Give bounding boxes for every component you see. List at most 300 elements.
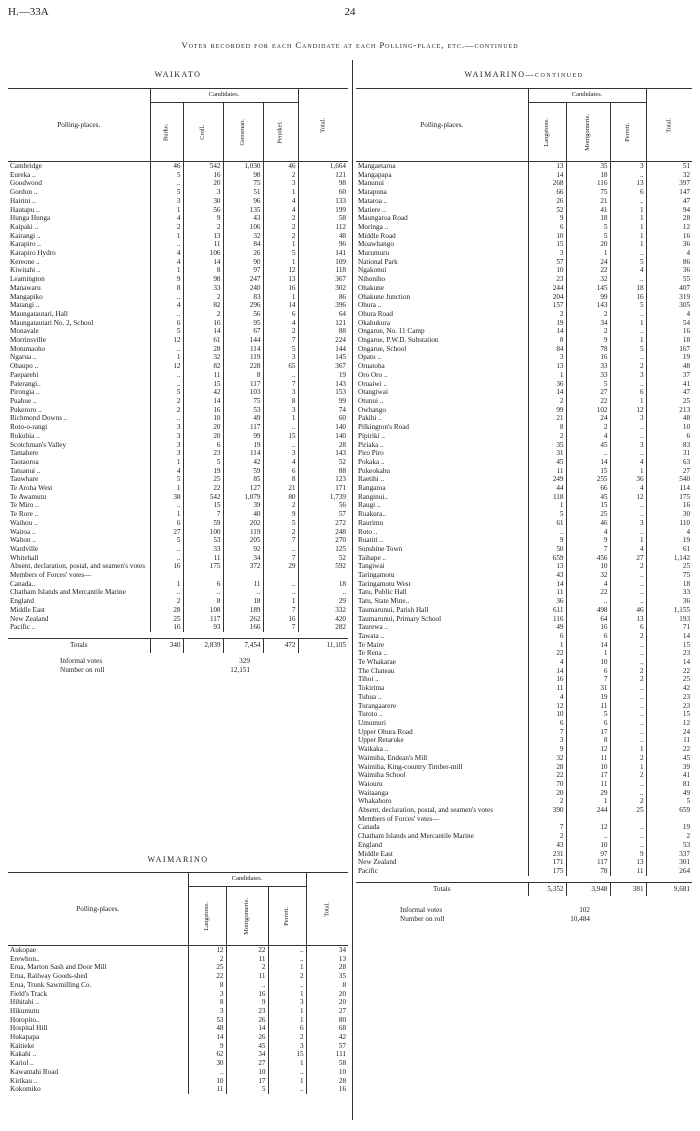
total-count: 472 <box>263 638 298 652</box>
vote-count: 28 <box>183 345 223 354</box>
vote-count: 63 <box>646 458 692 467</box>
table-row <box>8 963 348 972</box>
vote-count: 270 <box>298 536 348 545</box>
vote-count: 13 <box>528 162 566 171</box>
vote-count: 4 <box>646 528 692 537</box>
vote-count: 42 <box>646 684 692 693</box>
vote-count: 10 <box>183 414 223 423</box>
vote-count: 145 <box>566 284 610 293</box>
vote-count: 3 <box>183 188 223 197</box>
vote-count: 46 <box>150 162 183 171</box>
vote-count: 24 <box>566 414 610 423</box>
table-row <box>8 353 348 362</box>
table-row <box>356 484 692 493</box>
vote-count: 117 <box>223 423 263 432</box>
table-row <box>8 946 348 955</box>
vote-count: 11 <box>183 240 223 249</box>
polling-place-name: Te Rore .. <box>10 510 39 519</box>
vote-count: 56 <box>298 501 348 510</box>
polling-place-name: Pilkington's Road <box>358 423 410 432</box>
vote-count: 10 <box>566 841 610 850</box>
vote-count: 9 <box>528 536 566 545</box>
vote-count: 82 <box>183 301 223 310</box>
vote-count: 32 <box>566 275 610 284</box>
vote-count: 2 <box>188 955 226 964</box>
table-row <box>8 519 348 528</box>
polling-place-name: Turangaarere <box>358 701 397 710</box>
vote-count: 249 <box>528 475 566 484</box>
vote-count: .. <box>528 528 566 537</box>
vote-count: 16 <box>183 319 223 328</box>
table-row <box>8 188 348 197</box>
vote-count: 143 <box>566 301 610 310</box>
vote-count: .. <box>268 1068 306 1077</box>
page-header <box>8 6 692 22</box>
vote-count: 262 <box>223 615 263 624</box>
vote-count: 10 <box>528 232 566 241</box>
vote-count: 5 <box>566 380 610 389</box>
polling-place-name: Manunui <box>358 179 384 188</box>
vote-count: 118 <box>298 266 348 275</box>
polling-place-name: Erua, Marton Sash and Door Mill <box>10 963 107 972</box>
polling-place-name: Opatu .. <box>358 353 381 362</box>
vote-count: 10 <box>566 562 610 571</box>
vote-count: 5 <box>150 536 183 545</box>
column-divider <box>352 60 353 1120</box>
vote-count: 6 <box>183 441 223 450</box>
vote-count: 21 <box>263 484 298 493</box>
vote-count: 29 <box>263 562 298 571</box>
vote-count: 12 <box>150 362 183 371</box>
vote-count: 39 <box>223 501 263 510</box>
vote-count: 1 <box>150 484 183 493</box>
vote-count: 11 <box>223 580 263 589</box>
vote-count: 36 <box>646 597 692 606</box>
vote-count: 4 <box>646 310 692 319</box>
vote-count: 2 <box>263 214 298 223</box>
table-row <box>8 249 348 258</box>
polling-place-name: Matapuna <box>358 188 387 197</box>
vote-count: 6 <box>610 188 646 197</box>
table-row <box>356 397 692 406</box>
vote-count: 68 <box>306 1024 348 1033</box>
vote-count: 16 <box>263 284 298 293</box>
table-row <box>356 432 692 441</box>
vote-count: 13 <box>528 562 566 571</box>
polling-place-name: Kaipaki .. <box>10 222 39 231</box>
vote-count: 75 <box>566 188 610 197</box>
vote-count: 125 <box>298 545 348 554</box>
table-row <box>356 240 692 249</box>
vote-count: 1 <box>610 536 646 545</box>
vote-count: 305 <box>646 301 692 310</box>
vote-count: 367 <box>298 275 348 284</box>
table-row <box>8 310 348 319</box>
vote-count: 31 <box>646 449 692 458</box>
vote-count: 11 <box>566 780 610 789</box>
vote-count: 240 <box>223 284 263 293</box>
vote-count: 35 <box>566 162 610 171</box>
vote-count: 1 <box>566 649 610 658</box>
vote-count <box>298 571 348 580</box>
polling-place-name: Maungatautari, Hall <box>10 309 68 318</box>
vote-count: 4 <box>610 266 646 275</box>
vote-count: 52 <box>528 206 566 215</box>
vote-count: .. <box>150 545 183 554</box>
vote-count: 15 <box>566 467 610 476</box>
polling-place-name: Taotaoroa <box>10 457 39 466</box>
vote-count: 31 <box>566 684 610 693</box>
polling-place-name: Taumarunui, Parish Hall <box>358 605 429 614</box>
polling-place-name: Monavale <box>10 327 39 336</box>
vote-count: 21 <box>566 197 610 206</box>
vote-count: 2 <box>566 310 610 319</box>
polling-place-name: Waitoa .. <box>10 527 36 536</box>
polling-place-name: New Zealand <box>358 858 397 867</box>
vote-count <box>263 571 298 580</box>
polling-place-name: Raugi .. <box>358 501 381 510</box>
polling-place-name: Eureka .. <box>10 170 36 179</box>
vote-count: .. <box>566 597 610 606</box>
vote-count: 18 <box>298 580 348 589</box>
table-row <box>356 771 692 780</box>
vote-count: 175 <box>183 562 223 571</box>
vote-count: 542 <box>183 162 223 171</box>
vote-count: .. <box>268 955 306 964</box>
polling-place-name: Ngakonui <box>358 266 387 275</box>
vote-count: 224 <box>298 336 348 345</box>
table-row <box>356 632 692 641</box>
table-row <box>356 841 692 850</box>
vote-count: 8 <box>566 736 610 745</box>
column-header: Burke. <box>150 103 183 162</box>
vote-count: 13 <box>263 275 298 284</box>
polling-place-name: Motumaoho <box>10 344 46 353</box>
vote-count: 20 <box>183 179 223 188</box>
vote-count: 28 <box>306 963 348 972</box>
waikato-table <box>8 88 348 653</box>
vote-count: 22 <box>188 972 226 981</box>
vote-count: 18 <box>566 214 610 223</box>
vote-count: 1,142 <box>646 554 692 563</box>
polling-place-name: Tatuanui .. <box>10 466 41 475</box>
vote-count: 7 <box>566 675 610 684</box>
vote-count: 144 <box>298 345 348 354</box>
vote-count: 83 <box>646 441 692 450</box>
waikato-footer <box>60 657 250 675</box>
vote-count: 27 <box>566 388 610 397</box>
vote-count: 24 <box>566 258 610 267</box>
vote-count: 144 <box>223 336 263 345</box>
totals-label: Totals <box>8 638 150 652</box>
table-row <box>8 414 348 423</box>
vote-count: 112 <box>298 223 348 232</box>
table-row <box>356 745 692 754</box>
vote-count: 14 <box>528 667 566 676</box>
informal-votes-label: Informal votes <box>400 906 443 914</box>
vote-count: 2 <box>268 1033 306 1042</box>
table-row <box>356 554 692 563</box>
vote-count: 6 <box>528 632 566 641</box>
vote-count: 25 <box>566 510 610 519</box>
vote-count: 202 <box>223 519 263 528</box>
polling-place-name: Kariol .. <box>10 1059 34 1068</box>
vote-count: 372 <box>223 562 263 571</box>
vote-count: 3 <box>150 441 183 450</box>
table-row <box>356 179 692 188</box>
vote-count: 2 <box>610 667 646 676</box>
vote-count: 22 <box>528 649 566 658</box>
vote-count <box>223 571 263 580</box>
vote-count: 8 <box>263 475 298 484</box>
vote-count: 1 <box>150 458 183 467</box>
vote-count: 90 <box>223 258 263 267</box>
vote-count: 33 <box>566 362 610 371</box>
vote-count: 13 <box>306 955 348 964</box>
polling-place-name: Otangiwai <box>358 388 388 397</box>
vote-count: 4 <box>610 458 646 467</box>
vote-count: 199 <box>298 206 348 215</box>
vote-count: 1,079 <box>223 493 263 502</box>
vote-count: 99 <box>566 293 610 302</box>
vote-count: 26 <box>226 1016 268 1025</box>
vote-count: .. <box>566 832 610 841</box>
polling-place-name: Cambridge <box>10 162 42 170</box>
vote-count: 109 <box>298 258 348 267</box>
table-row <box>356 536 692 545</box>
vote-count: 1 <box>268 1059 306 1068</box>
vote-count: 319 <box>646 293 692 302</box>
vote-count: 2 <box>150 223 183 232</box>
polling-place-name: Taumarunui, Primary School <box>358 614 442 623</box>
table-row <box>356 345 692 354</box>
table-row <box>356 336 692 345</box>
vote-count: 27 <box>306 1007 348 1016</box>
vote-count: 5 <box>263 519 298 528</box>
vote-count: 16 <box>150 623 183 632</box>
vote-count: 14 <box>528 327 566 336</box>
column-header: Perrett. <box>268 887 306 946</box>
vote-count: .. <box>610 249 646 258</box>
polling-place-name: Ngarua .. <box>10 353 37 362</box>
polling-place-name: Hihitahi .. <box>10 998 39 1007</box>
polling-place-name: New Zealand <box>10 614 49 623</box>
vote-count: 4 <box>263 319 298 328</box>
vote-count: 8 <box>183 266 223 275</box>
vote-count: 5 <box>226 1085 268 1094</box>
table-row <box>8 571 348 580</box>
table-row <box>8 1033 348 1042</box>
vote-count: 75 <box>223 179 263 188</box>
polling-place-name: Manawaru <box>10 283 41 292</box>
table-row <box>8 197 348 206</box>
table-row <box>8 510 348 519</box>
table-row <box>8 981 348 990</box>
vote-count: .. <box>263 441 298 450</box>
table-row <box>8 179 348 188</box>
table-row <box>356 510 692 519</box>
table-row <box>356 284 692 293</box>
polling-place-name: Canada.. <box>10 579 36 588</box>
polling-place-name: Chatham Islands and Mercantile Marine <box>10 588 126 597</box>
vote-count: 45 <box>646 754 692 763</box>
table-row <box>8 432 348 441</box>
table-row <box>8 301 348 310</box>
vote-count: 57 <box>306 1042 348 1051</box>
vote-count: 2 <box>150 406 183 415</box>
table-row <box>8 990 348 999</box>
vote-count: 14 <box>183 258 223 267</box>
vote-count: 2 <box>528 832 566 841</box>
vote-count: .. <box>188 1068 226 1077</box>
vote-count: .. <box>610 327 646 336</box>
vote-count: 16 <box>150 562 183 571</box>
vote-count: 244 <box>566 806 610 815</box>
table-row <box>356 449 692 458</box>
vote-count: 22 <box>183 484 223 493</box>
vote-count: 8 <box>183 597 223 606</box>
polling-place-name: Okahukura <box>358 318 390 327</box>
vote-count: 145 <box>298 353 348 362</box>
vote-count: 98 <box>223 171 263 180</box>
table-row <box>8 258 348 267</box>
table-row <box>8 1050 348 1059</box>
vote-count: 3 <box>150 449 183 458</box>
vote-count: 67 <box>223 327 263 336</box>
vote-count: 4 <box>150 301 183 310</box>
vote-count: 12 <box>263 266 298 275</box>
polling-place-name: Tihoi .. <box>358 675 379 684</box>
vote-count: 35 <box>528 441 566 450</box>
polling-place-name: Pirongia .. <box>10 388 40 397</box>
vote-count: 19 <box>566 693 610 702</box>
vote-count: 4 <box>646 249 692 258</box>
polling-place-name: Waimiha, Endean's Mill <box>358 753 428 762</box>
vote-count: 96 <box>223 197 263 206</box>
vote-count: .. <box>150 371 183 380</box>
vote-count: 8 <box>528 423 566 432</box>
vote-count: 1 <box>566 249 610 258</box>
vote-count: 24 <box>646 728 692 737</box>
table-row <box>356 850 692 859</box>
vote-count: 12 <box>646 719 692 728</box>
vote-count: 80 <box>263 493 298 502</box>
vote-count: 140 <box>298 432 348 441</box>
vote-count: 15 <box>183 380 223 389</box>
vote-count: 28 <box>150 606 183 615</box>
vote-count: 36 <box>610 475 646 484</box>
polling-place-name: Moawhango <box>358 240 394 249</box>
table-row <box>356 797 692 806</box>
vote-count: 2 <box>226 963 268 972</box>
table-row <box>8 388 348 397</box>
vote-count: 53 <box>646 841 692 850</box>
vote-count: 4 <box>610 484 646 493</box>
vote-count: 16 <box>226 990 268 999</box>
table-row <box>356 275 692 284</box>
vote-count: 143 <box>298 380 348 389</box>
polling-place-name: Karapiro .. <box>10 240 41 249</box>
vote-count: 39 <box>646 763 692 772</box>
vote-count: 3 <box>263 388 298 397</box>
column-header: Montgomerie. <box>566 103 610 162</box>
vote-count: .. <box>150 240 183 249</box>
vote-count: 1 <box>610 232 646 241</box>
vote-count: 2 <box>183 293 223 302</box>
vote-count: 332 <box>298 606 348 615</box>
vote-count: 116 <box>528 615 566 624</box>
vote-count: 25 <box>646 397 692 406</box>
waimarino-continued-table <box>356 88 692 896</box>
polling-places-header: Polling-places. <box>356 89 528 162</box>
table-row <box>8 284 348 293</box>
vote-count: 11 <box>226 955 268 964</box>
vote-count: 9 <box>566 336 610 345</box>
vote-count: .. <box>610 658 646 667</box>
vote-count: 9 <box>150 275 183 284</box>
vote-count: 3 <box>528 249 566 258</box>
vote-count: 46 <box>566 519 610 528</box>
table-row <box>356 588 692 597</box>
table-row <box>356 414 692 423</box>
vote-count: 61 <box>528 519 566 528</box>
vote-count: 53 <box>183 536 223 545</box>
table-row <box>8 1077 348 1086</box>
vote-count: 2 <box>528 310 566 319</box>
polling-place-name: Puahue .. <box>10 396 37 405</box>
polling-place-name: Kirikau .. <box>10 1076 38 1085</box>
vote-count: 7 <box>528 728 566 737</box>
page-number: 24 <box>344 6 356 18</box>
vote-count: 397 <box>646 179 692 188</box>
vote-count: 64 <box>566 615 610 624</box>
informal-votes-label: Informal votes <box>60 657 103 665</box>
table-row <box>356 667 692 676</box>
table-row <box>8 214 348 223</box>
vote-count: 58 <box>306 1059 348 1068</box>
vote-count: 3 <box>610 162 646 171</box>
table-row <box>8 397 348 406</box>
polling-place-name: Owhango <box>358 405 386 414</box>
vote-count: 6 <box>263 467 298 476</box>
vote-count: 141 <box>298 249 348 258</box>
vote-count: .. <box>150 554 183 563</box>
vote-count: 1 <box>610 206 646 215</box>
number-on-roll-value: 12,151 <box>230 666 250 674</box>
vote-count: 5 <box>183 458 223 467</box>
vote-count: 16 <box>183 406 223 415</box>
vote-count: 106 <box>183 249 223 258</box>
vote-count: 5 <box>566 223 610 232</box>
polling-place-name: Ohaupo .. <box>10 362 39 371</box>
table-row <box>356 719 692 728</box>
vote-count: 4 <box>263 458 298 467</box>
vote-count: .. <box>610 580 646 589</box>
vote-count: 36 <box>646 266 692 275</box>
vote-count: 5 <box>150 475 183 484</box>
table-row <box>356 223 692 232</box>
vote-count: 2 <box>268 972 306 981</box>
vote-count: 1,739 <box>298 493 348 502</box>
vote-count: 117 <box>223 380 263 389</box>
table-row <box>356 641 692 650</box>
vote-count: 6 <box>150 519 183 528</box>
vote-count: .. <box>610 423 646 432</box>
polling-place-name: Erewhon.. <box>10 954 40 963</box>
table-row <box>356 188 692 197</box>
vote-count: .. <box>610 823 646 832</box>
table-row <box>356 501 692 510</box>
